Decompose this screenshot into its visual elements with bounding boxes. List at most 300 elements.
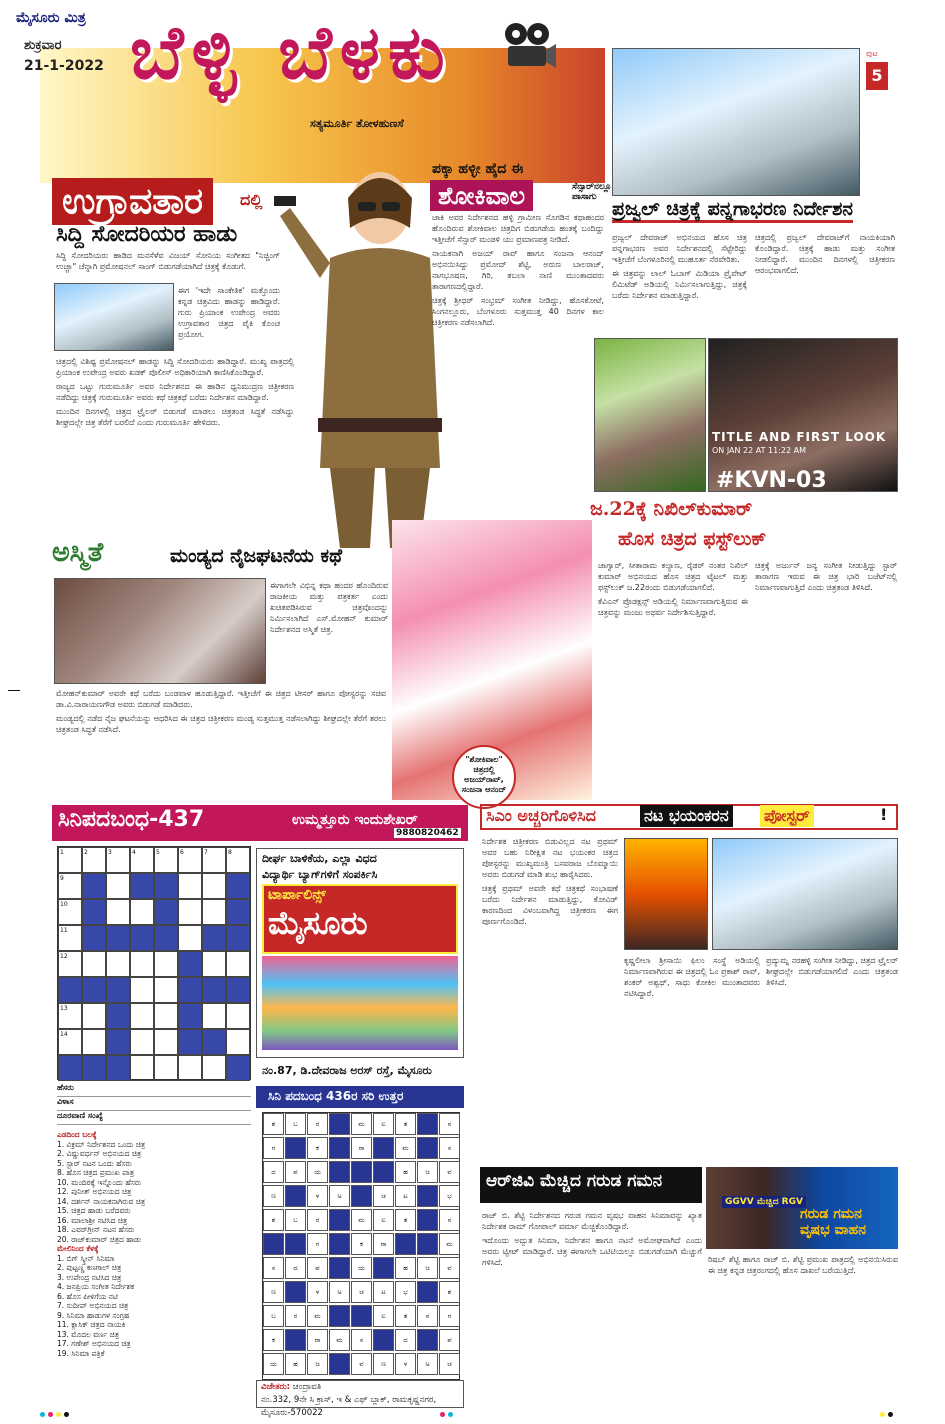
registration-dot (448, 1412, 453, 1417)
cm-headline-exclaim: ! (880, 805, 888, 824)
crossword-cell (202, 1003, 226, 1029)
answer-cell (417, 1113, 438, 1135)
crossword-cell (226, 899, 250, 925)
crossword-cell (202, 1055, 226, 1081)
answer-cell: ತ (395, 1305, 416, 1327)
crossword-cell: 10 (58, 899, 82, 925)
issue-day: ಶುಕ್ರವಾರ (24, 38, 62, 53)
prajwal-body-right (755, 232, 895, 332)
answer-cell: ಜ (307, 1353, 328, 1375)
ugra-headline-tail: ದಲ್ಲಿ (240, 190, 263, 209)
asmite-body-main (56, 688, 386, 796)
crossword-cell (130, 1003, 154, 1029)
answer-cell (417, 1329, 438, 1351)
crossword-cell (202, 977, 226, 1003)
ugra-body-lead (56, 250, 280, 284)
crossword-cell (226, 1029, 250, 1055)
crossword-cell (154, 1029, 178, 1055)
cm-body-left (482, 836, 618, 1162)
answer-cell (417, 1209, 438, 1231)
crossword-cell (154, 1003, 178, 1029)
crossword-cell (226, 977, 250, 1003)
answer-cell (351, 1185, 372, 1207)
crossword-cell (178, 1055, 202, 1081)
answer-cell: ಜ (417, 1161, 438, 1183)
ugra-subheadline: ಸಿದ್ದಿ ಸೋದರಿಯರ ಹಾಡು (56, 222, 238, 247)
crossword-cell (226, 1055, 250, 1081)
answer-cell (351, 1305, 372, 1327)
answer-cell: ಗ (263, 1137, 284, 1159)
crossword-cell (178, 925, 202, 951)
crossword-grid (57, 846, 251, 1080)
answer-cell: ಸ (439, 1137, 460, 1159)
answer-cell: ರ (285, 1305, 306, 1327)
kvn-poster-title: TITLE AND FIRST LOOK (712, 430, 887, 444)
answer-cell: ಯ (307, 1161, 328, 1183)
page-label: ಪುಟ (866, 49, 878, 58)
registration-dot (48, 1412, 53, 1417)
nikhil-group-photo (594, 338, 706, 492)
answer-cell: ಅ (417, 1353, 438, 1375)
crossword-cell (130, 977, 154, 1003)
answer-cell: ಗ (307, 1233, 328, 1255)
answer-cell: ಶ (263, 1113, 284, 1135)
clue: 1. ವಿಕ್ರಮ್ ನಿರ್ದೇಶನದ ಒಂದು ಚಿತ್ರ (57, 1139, 146, 1149)
siddi-sisters-photo (54, 283, 174, 351)
answer-cell (373, 1257, 394, 1279)
clue-heading: ಮೇಲಿನಿಂದ ಕೆಳಕ್ಕೆ (57, 1244, 99, 1253)
asmite-headline: ಅಸ್ಮಿತೆ (52, 537, 104, 568)
answer-cell: ರ (307, 1209, 328, 1231)
answer-cell: ದ (395, 1329, 416, 1351)
answer-cell (417, 1281, 438, 1303)
answer-cell (373, 1329, 394, 1351)
rgv-badge: GGVV ಮೆಚ್ಚಿದ RGV (722, 1196, 806, 1208)
crossword-cell (226, 951, 250, 977)
clue: 3. ಉಪೇಂದ್ರ ನಟಿಸಿದ ಚಿತ್ರ (57, 1272, 122, 1282)
answer-cell: ಶ (263, 1209, 284, 1231)
registration-dot (880, 1412, 885, 1417)
registration-dot (64, 1412, 69, 1417)
clue: 1. ಬಿಗ್ ಸ್ಕ್ರೀನ್ ಸಿನಿಮಾ (57, 1253, 115, 1263)
answer-cell: ಕ (351, 1233, 372, 1255)
ugra-body-side (178, 285, 280, 353)
answer-cell: ಮ (351, 1209, 372, 1231)
winner-name: ಚಂದ್ರಾವತಿ (292, 1382, 322, 1392)
cm-headline-a: ಸಿಎಂ ಅಚ್ಚರಿಗೊಳಿಸಿದ (486, 806, 596, 825)
winner-address: ನಂ.332, 9ನೇ ಸಿ ಕ್ರಾಸ್, ಇ & ಎಫ್ ಬ್ಲಾಕ್, ರಾಮಕೃಷ್ಣನಗರ, ಮೈಸೂರು-570022 (261, 1395, 437, 1418)
clue: 4. ಜನಪ್ರಿಯ ಸಂಗೀತ ನಿರ್ದೇಶಕ (57, 1282, 135, 1291)
crossword-cell (82, 951, 106, 977)
answer-cell: ಹ (395, 1161, 416, 1183)
clue: 20. ರಾಜ್‌ಕುಮಾರ್ ಚಿತ್ರದ ಹಾಡು (57, 1234, 142, 1244)
crossword-cell: 6 (178, 847, 202, 873)
ad-line-1: ದೀರ್ಘ ಬಾಳಿಕೆಯ, ಎಲ್ಲಾ ವಿಧದ (262, 852, 377, 865)
crossword-cell (106, 1029, 130, 1055)
crossword-cell (130, 873, 154, 899)
winner-box (256, 1380, 464, 1418)
answer-cell (373, 1161, 394, 1183)
nata-bhayankara-poster (624, 838, 708, 950)
answer-cell: ಳ (307, 1185, 328, 1207)
registration-dot (440, 1412, 445, 1417)
nikhil-paragraph: ಜಾಗ್ವಾರ್, ಸೀತಾರಾಮ ಕಲ್ಯಾಣ, ರೈಡರ್ ನಂತರ ನಿಖಿಲ್ ಕುಮಾರ್ ಅಭಿನಯದ ಹೊಸ ಚಿತ್ರದ ಟೈಟಲ್ ಮತ್ತು ಫಸ್ಟ್‌ಲುಕ್ ಜ.22ರಂದು ಬಿಡುಗಡೆಯಾಗಲಿದೆ. (598, 561, 748, 592)
answer-cell: ಕ (307, 1137, 328, 1159)
answer-cell (329, 1113, 350, 1135)
asmite-body-side (270, 580, 388, 684)
ugra-body-main (56, 356, 294, 526)
answer-cell: ಮ (329, 1329, 350, 1351)
clue: 6. ಹೊಸ ಪೀಳಿಗೆಯ ನಟಿ (57, 1291, 118, 1301)
film-projector-icon (500, 20, 556, 76)
ugra-paragraph: ಚಿತ್ರದಲ್ಲಿ ವಿಶಿಷ್ಟ ಪ್ರಮೋಷನಲ್ ಹಾಡನ್ನು ಸಿದ್ದಿ ಸೋದರಿಯರು ಹಾಡಿದ್ದಾರೆ. ಮುಖ್ಯ ಪಾತ್ರದಲ್ಲಿ ಪ್ರಿಯಾಂಕ ಉಪೇಂದ್ರ ಅವರು ಖಡಕ್ ಪೊಲೀಸ್ ಅಧಿಕಾರಿಯಾಗಿ ಕಾಣಿಸಿಕೊಂಡಿದ್ದಾರೆ. (56, 357, 294, 377)
cm-paragraph: ಕೃಷ್ಣಲೀಲಾ ಶ್ರೀಸಾಯಿ ಫಿಲಂ ಸಂಸ್ಥೆ ಅಡಿಯಲ್ಲಿ ನಿರ್ಮಾಣವಾಗಿರುವ ಈ ಚಿತ್ರದಲ್ಲಿ ಓಂ ಪ್ರಕಾಶ್ ರಾವ್, ಶಂಕರ್ ಅಶ್ವಥ್, ಸಾಧು ಕೋಕಿಲ ಮುಂತಾದವರು ನಟಿಸಿದ್ದಾರೆ. (624, 956, 760, 998)
answer-cell: ರಾ (307, 1329, 328, 1351)
clue: 5. ಸ್ಟಾರ್ ನಟನ ಒಂದು ಹೆಸರು (57, 1158, 132, 1168)
registration-dot (40, 1412, 45, 1417)
answer-cell (417, 1233, 438, 1255)
answer-cell: ಣ (373, 1353, 394, 1375)
crossword-cell: 9 (58, 873, 82, 899)
answer-cell (263, 1233, 284, 1255)
nikhil-headline-line1: ಜ.22ಕ್ಕೆ ನಿಖಿಲ್‌ಕುಮಾರ್ (590, 498, 753, 520)
asmite-headline-tail: ಮಂಡ್ಯದ ನೈಜಘಟನೆಯ ಕಥೆ (170, 545, 343, 567)
answer-cell: ದ (263, 1161, 284, 1183)
answer-cell: ಅ (329, 1185, 350, 1207)
ad-banner-top: ಟಾರ್ಪಾಲಿನ್ಸ್ (268, 887, 326, 903)
shoki-paragraph: ಚಿತ್ರಕ್ಕೆ ಶ್ರೀಧರ್ ಸಂಭ್ರಮ್ ಸಂಗೀತ ನೀಡಿದ್ದು, ಹೊಸಕೋಟೆ, ಸಿಂಗನಲ್ಲೂರು, ಬೆಂಗಳೂರು ಸುತ್ತಮುತ್ತ 40 ದಿನಗಳ ಕಾಲ ಚಿತ್ರೀಕರಣ ನಡೆಸಲಾಗಿದೆ. (432, 296, 604, 327)
crossword-cell (178, 1029, 202, 1055)
shoki-headline: ಶೋಕಿವಾಲ (430, 180, 533, 211)
crossword-cell: 2 (82, 847, 106, 873)
clue: 13. ಮೊದಲ ವರ್ಣ ಚಿತ್ರ (57, 1329, 120, 1339)
crossword-cell (58, 977, 82, 1003)
asmite-paragraph: ಮೋಹನ್‌ಕುಮಾರ್ ಅವರೇ ಕಥೆ ಬರೆದು ಬಂಡವಾಳ ಹೂಡುತ್ತಿದ್ದಾರೆ. ಇತ್ತೀಚೆಗೆ ಈ ಚಿತ್ರದ ಟೀಸರ್ ಹಾಗೂ ಪೋಸ್ಟರನ್ನು ಸಚಿವ ಡಾ.ವಿ.ನಾರಾಯಣಗೌಡ ಅವರು ಬಿಡುಗಡೆ ಮಾಡಿದರು. (56, 689, 386, 709)
crossword-cell (226, 925, 250, 951)
ugra-paragraph: ರಾಜ್ಯದ ಒಟ್ಟು ಗುರುಮೂರ್ತಿ ಅವರ ನಿರ್ದೇಶನದ ಈ ಹಾಡಿನ ಧ್ವನಿಮುದ್ರಣ ಚಿತ್ರೀಕರಣ ನಡೆದಿದ್ದು ಚಿತ್ರಕ್ಕೆ ಗುರುಮೂರ್ತಿ ಅವರು ಕಥೆ ಚಿತ್ರಕಥೆ ಬರೆದು ನಿರ್ದೇಶನ ಮಾಡಿದ್ದಾರೆ. (56, 382, 294, 402)
clue: 8. ಹೊಸ ಚಿತ್ರದ ಪ್ರಮುಖ ಪಾತ್ರ (57, 1168, 134, 1177)
crossword-cell (106, 925, 130, 951)
garuda-headline: ಆರ್‌ಜಿವಿ ಮೆಚ್ಚಿದ ಗರುಡ ಗಮನ (486, 1171, 663, 1191)
nikhil-body-right (755, 560, 897, 792)
clue: 9. ಸಿನಿಮಾ ಹಾಡುಗಳ ಸಂಗ್ರಹ (57, 1310, 130, 1320)
answer-cell: ಪ (307, 1257, 328, 1279)
nikhil-headline-line2: ಹೊಸ ಚಿತ್ರದ ಫಸ್ಟ್‌ಲುಕ್ (618, 528, 767, 550)
answer-cell: ಯ (351, 1257, 372, 1279)
answer-cell: ವ (351, 1353, 372, 1375)
clue: 19. ಸಿನಿಮಾ ಪತ್ರಿಕೆ (57, 1348, 105, 1358)
answer-cell (329, 1233, 350, 1255)
clue: 15. ಚಿತ್ರದ ಹಾಡು ಬರೆದವರು (57, 1206, 131, 1215)
garuda-paragraph: ರಾಜ್ ಬಿ. ಶೆಟ್ಟಿ ನಿರ್ದೇಶನದ ಗರುಡ ಗಮನ ವೃಷಭ ವಾಹನ ಸಿನಿಮಾವನ್ನು ಖ್ಯಾತ ನಿರ್ದೇಶಕ ರಾಮ್ ಗೋಪಾಲ್ ವರ್ಮಾ ಮೆಚ್ಚಿಕೊಂಡಿದ್ದಾರೆ. (482, 1211, 702, 1231)
answer-cell: ಪ (439, 1329, 460, 1351)
crossword-clues (57, 1130, 251, 1400)
crossword-cell (130, 1055, 154, 1081)
ad-line-2: ವಿದ್ಯಾರ್ಥಿ ಬ್ಯಾಗ್‌ಗಳಿಗೆ ಸಂಪರ್ಕಿಸಿ (262, 868, 378, 881)
answer-cell: ಳ (307, 1281, 328, 1303)
answer-cell: ಹ (285, 1353, 306, 1375)
crossword-cell (202, 951, 226, 977)
prajwal-paragraph: ಪ್ರಜ್ವಲ್ ದೇವರಾಜ್ ಅಭಿನಯದ ಹೊಸ ಚಿತ್ರ ಪನ್ನಗಾಭರಣ ಅವರ ನಿರ್ದೇಶನದಲ್ಲಿ ಸೆಟ್ಟೇರಿದ್ದು ಇತ್ತೀಚೆಗೆ ಬೆಂಗಳೂರಿನಲ್ಲಿ ಮುಹೂರ್ತ ನೆರವೇರಿತು. (612, 233, 747, 264)
winner-label: ವಿಜೇತರು: (261, 1382, 291, 1392)
crossword-cell (154, 951, 178, 977)
section-title: ಬೆಳ್ಳಿ ಬೆಳಕು (130, 10, 453, 96)
crossword-cell (58, 1055, 82, 1081)
answer-cell: ತ (395, 1113, 416, 1135)
crossword-cell (178, 951, 202, 977)
issue-date: 21-1-2022 (24, 58, 104, 74)
answer-cell: ಮ (307, 1305, 328, 1327)
clue: 17. ಗಣೇಶ್ ಅಭಿನಯದ ಚಿತ್ರ (57, 1339, 131, 1348)
answer-cell: ವ (439, 1257, 460, 1279)
crossword-cell: 7 (202, 847, 226, 873)
crossword-cell (82, 1003, 106, 1029)
crossword-cell (154, 873, 178, 899)
crossword-cell (202, 925, 226, 951)
clue: 2. ವಿಷ್ಣುವರ್ಧನ್ ಅಭಿನಯದ ಚಿತ್ರ (57, 1149, 142, 1158)
answer-cell (373, 1137, 394, 1159)
crossword-cell: 12 (58, 951, 82, 977)
ugra-headline: ಉಗ್ರಾವತಾರ (52, 178, 213, 225)
shoki-kicker: ಪಕ್ಕಾ ಹಳ್ಳೀ ಹೈದ ಈ (432, 161, 524, 177)
cm-headline-b: ನಟ ಭಯಂಕರನ (640, 805, 733, 827)
answer-cell (417, 1137, 438, 1159)
answer-cell (329, 1353, 350, 1375)
crossword-cell (82, 1029, 106, 1055)
prajwal-paragraph: ಚಿತ್ರದಲ್ಲಿ ಪ್ರಜ್ವಲ್ ದೇವರಾಜ್‌ಗೆ ನಾಯಕಿಯಾಗಿ ಕೊಂಡಿದ್ದಾರೆ. ಚಿತ್ರಕ್ಕೆ ಹಾಡು ಮತ್ತು ಸಂಗೀತ ನೀಡಲಿದ್ದಾರೆ. ಮುಂದಿನ ದಿನಗಳಲ್ಲಿ ಚಿತ್ರೀಕರಣ ಆರಂಭವಾಗಲಿದೆ. (755, 233, 895, 275)
cm-paragraph: ಚಿತ್ರಕ್ಕೆ ಪ್ರಥಮ್ ಅವರೇ ಕಥೆ ಚಿತ್ರಕಥೆ ಸಂಭಾಷಣೆ ಬರೆದು ನಿರ್ದೇಶನ ಮಾಡುತ್ತಿದ್ದು, ಕೋವಿಡ್ ಕಾರಣದಿಂದ ವಿಳಂಬವಾಗಿದ್ದ ಚಿತ್ರೀಕರಣ ಈಗ ಪೂರ್ಣಗೊಂಡಿದೆ. (482, 884, 618, 926)
answer-cell (417, 1185, 438, 1207)
crossword-cell: 8 (226, 847, 250, 873)
entry-form (57, 1083, 251, 1125)
ad-banner-main: ಮೈಸೂರು (268, 904, 368, 942)
answer-cell: ಬ (285, 1113, 306, 1135)
crossword-cell (82, 1055, 106, 1081)
crossword-cell: 5 (154, 847, 178, 873)
ad-address: ನಂ.87, ಡಿ.ದೇವರಾಜ ಅರಸ್ ರಸ್ತೆ, ಮೈಸೂರು (262, 1064, 432, 1077)
address-field: ವಿಳಾಸ (57, 1097, 251, 1111)
crossword-cell (82, 925, 106, 951)
crossword-cell (106, 951, 130, 977)
crossword-cell: 11 (58, 925, 82, 951)
crossword-cell: 3 (106, 847, 130, 873)
answer-cell: ಮ (395, 1137, 416, 1159)
answer-cell: ಚ (439, 1353, 460, 1375)
prajwal-body-left (612, 232, 747, 332)
crossword-cell (154, 925, 178, 951)
clue: 12. ಪುನೀತ್ ಅಭಿನಯದ ಚಿತ್ರ (57, 1187, 132, 1196)
answer-cell: ರಾ (373, 1233, 394, 1255)
shoki-headline-tail: ಸೆನ್ಸಾರ್‌ನಲ್ಲೂ ಪಾಸಾಗು (572, 182, 612, 202)
kvn-poster-date: ON JAN 22 AT 11:22 AM (712, 446, 807, 455)
answer-cell (395, 1233, 416, 1255)
answer-cell: ಹ (395, 1257, 416, 1279)
answer-cell: ಜ (417, 1257, 438, 1279)
answer-cell: ಳ (395, 1353, 416, 1375)
answer-cell (285, 1233, 306, 1255)
answer-cell: ದ (285, 1257, 306, 1279)
nikhil-paragraph: ಚಿತ್ರಕ್ಕೆ ಅರ್ಜುನ್ ಜನ್ಯ ಸಂಗೀತ ನೀಡುತ್ತಿದ್ದು ಸ್ಟಾರ್ ತಾರಾಗಣ ಇರುವ ಈ ಚಿತ್ರ ಭಾರಿ ಬಜೆಟ್‌ನಲ್ಲಿ ನಿರ್ಮಾಣವಾಗುತ್ತಿದೆ ಎಂದು ಚಿತ್ರತಂಡ ತಿಳಿಸಿದೆ. (755, 561, 897, 592)
answer-cell: ಲ (373, 1305, 394, 1327)
ugra-paragraph: ಮುಂದಿನ ದಿನಗಳಲ್ಲಿ ಚಿತ್ರದ ಟ್ರೈಲರ್ ಬಿಡುಗಡೆ ಮಾಡಲು ಚಿತ್ರತಂಡ ಸಿದ್ಧತೆ ನಡೆಸಿದ್ದು ಶೀಘ್ರದಲ್ಲೇ ಚಿತ್ರ ತೆರೆಗೆ ಬರಲಿದೆ ಎಂದು ಗುರುಮೂರ್ತಿ ಹೇಳಿದರು. (56, 407, 294, 427)
answer-cell: ಬ (263, 1305, 284, 1327)
crossword-cell (154, 1055, 178, 1081)
nikhil-body-left (598, 560, 748, 792)
registration-dot (56, 1412, 61, 1417)
crossword-cell (106, 899, 130, 925)
answer-cell: ಯ (263, 1353, 284, 1375)
cm-release-photo (712, 838, 898, 950)
answer-cell: ಭ (439, 1185, 460, 1207)
crossword-cell (178, 1003, 202, 1029)
crossword-cell: 13 (58, 1003, 82, 1029)
clue: 2. ಪುಟ್ಟಣ್ಣ ಕಣಗಾಲ್ ಚಿತ್ರ (57, 1263, 122, 1272)
answer-cell (329, 1209, 350, 1231)
answer-cell: ಮ (439, 1233, 460, 1255)
answer-cell: ಕ (263, 1329, 284, 1351)
clue: 16. ಮಾಲಾಶ್ರೀ ನಟಿಸಿದ ಚಿತ್ರ (57, 1215, 128, 1225)
crossword-cell (226, 1003, 250, 1029)
cm-body-right (766, 955, 898, 1161)
asmite-paragraph: ಮಂಡ್ಯದಲ್ಲಿ ನಡೆದ ನೈಜ ಘಟನೆಯನ್ನು ಆಧರಿಸಿದ ಈ ಚಿತ್ರದ ಚಿತ್ರೀಕರಣ ಮಂಡ್ಯ ಸುತ್ತಮುತ್ತ ನಡೆಸಲಾಗಿದ್ದು ಶೀಘ್ರದಲ್ಲೇ ತೆರೆಗೆ ತರಲು ಚಿತ್ರತಂಡ ಸಿದ್ಧತೆ ನಡೆಸಿದೆ. (56, 714, 386, 734)
crossword-cell (130, 925, 154, 951)
crossword-cell: 4 (130, 847, 154, 873)
crossword-cell (82, 873, 106, 899)
crossword-cell (178, 899, 202, 925)
crossword-cell (154, 977, 178, 1003)
answer-cell: ಅ (329, 1281, 350, 1303)
prajwal-paragraph: ಈ ಚಿತ್ರವನ್ನು ಲಾಲ್ ಓಬಾಗ್ ಮಿಡಿಯಾ ಪ್ರೈವೇಟ್ ಲಿಮಿಟೆಡ್ ಅಡಿಯಲ್ಲಿ ನಿರ್ಮಿಸಲಾಗುತ್ತಿದ್ದು, ಚಿತ್ರಕ್ಕೆ ಬರೆದು ನಿರ್ದೇಶನ ಮಾಡುತ್ತಿದ್ದಾರೆ. (612, 269, 747, 300)
shoki-caption: "ಶೋಕಿವಾಲ" ಚಿತ್ರದಲ್ಲಿ ಅಜಯ್‌ರಾವ್, ಸಂಜನಾ ಆನಂದ್ (452, 745, 516, 809)
answer-cell: ಲ (373, 1113, 394, 1135)
cm-headline-c: ಪೋಸ್ಟರ್ (760, 805, 814, 827)
clue: 10. ಮಂದಿರಕ್ಕೆ ಇನ್ನೊಂದು ಹೆಸರು (57, 1177, 142, 1187)
answer-cell: ಣ (263, 1185, 284, 1207)
answer-cell: ರ (307, 1113, 328, 1135)
cm-paragraph: ಪ್ರದ್ಯುಮ್ನ ನರಹಳ್ಳಿ ಸಂಗೀತ ನೀಡಿದ್ದು, ಚಿತ್ರದ ಟ್ರೈಲರ್ ಶೀಘ್ರದಲ್ಲೇ ಬಿಡುಗಡೆಯಾಗಲಿದೆ ಎಂದು ಚಿತ್ರತಂಡ ತಿಳಿಸಿದೆ. (766, 956, 898, 987)
answer-cell: ರಾ (351, 1137, 372, 1159)
crossword-cell (154, 899, 178, 925)
answer-cell: ಣ (263, 1281, 284, 1303)
answer-cell (351, 1161, 372, 1183)
prajwal-group-photo (612, 48, 860, 196)
crossword-cell (82, 977, 106, 1003)
crossword-cell (226, 873, 250, 899)
shoki-paragraph: ಜಾಕಿ ಅವರ ನಿರ್ದೇಶನದ ಹಳ್ಳಿ ಗ್ರಾಮೀಣ ಸೊಗಡಿನ ಕಥಾಹಂದರ ಹೊಂದಿರುವ ಶೋಕಿವಾಲ ಚಿತ್ರದಿಗ ಬಿಡುಗಡೆಯ ಹಂತಕ್ಕೆ ಬಂದಿದ್ದು ಇತ್ತೀಚೆಗೆ ಸೆನ್ಸಾರ್ ಮಂಡಳಿ ಯು ಪ್ರಮಾಣಪತ್ರ ನೀಡಿದೆ. (432, 213, 604, 244)
answer-cell: ಗ (439, 1305, 460, 1327)
clue-heading: ಎಡದಿಂದ ಬಲಕ್ಕೆ (57, 1130, 97, 1139)
crossword-cell: 14 (58, 1029, 82, 1055)
shoki-paragraph: ನಾಯಕನಾಗಿ ಅಜಯ್ ರಾವ್ ಹಾಗೂ ಸಂಜನಾ ಆನಂದ್ ಅಭಿನಯಿಸಿದ್ದು ಪ್ರಮೋದ್ ಶೆಟ್ಟಿ, ಅರುಣ ಬಾಲರಾಜ್, ನಾಗಭೂಷಣ, ಗಿರಿ, ತಬಲಾ ನಾಣಿ ಮುಂತಾದವರು ತಾರಾಗಣದಲ್ಲಿದ್ದಾರೆ. (432, 249, 604, 291)
crossword-phone: 9880820462 (396, 828, 459, 838)
crossword-title: ಸಿನಿಪದಬಂಧ-437 (58, 807, 205, 832)
shoki-body (432, 212, 604, 372)
kvn-poster-code: #KVN-03 (716, 468, 827, 493)
answer-cell (285, 1329, 306, 1351)
crossword-cell (82, 899, 106, 925)
ugra-paragraph: ಈಗ 'ಇದೇ ಸಾಂಕೇತಿಕ' ಮತ್ತೊಂದು ಕನ್ನಡ ಚಿತ್ರವಿದು ಹಾಡನ್ನು ಹಾಡಿದ್ದಾರೆ. ಗುರು ಪ್ರಿಯಾಂಕ ಉಪೇಂದ್ರ ಅವರು ಉಗ್ರಾವತಾರ ಚಿತ್ರದ ಪೈಕಿ ಕೊಂಚ ಪ್ರಯೋಗ. (178, 286, 280, 339)
answer-cell: ಶ (439, 1281, 460, 1303)
section-editor: ಸತ್ಯಮೂರ್ತಿ ತೋಳಹುಣಸೆ (310, 117, 404, 130)
clue: 11. ಕ್ಲಾಸಿಕ್ ಚಿತ್ರದ ನಾಯಕಿ (57, 1320, 126, 1329)
answer-cell: ನ (417, 1305, 438, 1327)
answer-cell: ಚ (351, 1281, 372, 1303)
crossword-cell (178, 977, 202, 1003)
answer-cell (329, 1257, 350, 1279)
answer-cell: ಟ (395, 1185, 416, 1207)
garuda-body-right (708, 1254, 898, 1406)
clue: 18. ಎವರ್‌ಗ್ರೀನ್ ನಟನ ಹೆಸರು (57, 1225, 135, 1234)
cm-paragraph: ನಿರ್ದೇಶಕ ಚಿತ್ರೀಕರಣ ಬಿಡುವಿಲ್ಲದ ನಟ ಪ್ರಥಮ್ ಅವರ ಬಹು ನಿರೀಕ್ಷಿತ ನಟ ಭಯಂಕರ ಚಿತ್ರದ ಪೋಸ್ಟರನ್ನು ಮುಖ್ಯಮಂತ್ರಿ ಬಸವರಾಜ ಬೊಮ್ಮಾಯಿ ಅವರು ಬಿಡುಗಡೆ ಮಾಡಿ ಶುಭ ಹಾರೈಸಿದರು. (482, 837, 618, 879)
answer-cell: ಭ (395, 1281, 416, 1303)
crossword-author: ಉಮ್ಮತ್ತೂರು ಇಂದುಶೇಖರ್ (292, 812, 418, 828)
crossword-cell (130, 899, 154, 925)
answer-cell: ನ (439, 1113, 460, 1135)
fold-mark (8, 690, 20, 691)
answer-cell: ಲ (373, 1209, 394, 1231)
crossword-cell (106, 873, 130, 899)
nikhil-paragraph: ಕೆವಿಎನ್ ಪ್ರೊಡಕ್ಷನ್ಸ್ ಅಡಿಯಲ್ಲಿ ನಿರ್ಮಾಣವಾಗುತ್ತಿರುವ ಈ ಚಿತ್ರವನ್ನು ಮಂಜು ಅಥರ್ವ ನಿರ್ದೇಶಿಸುತ್ತಿದ್ದಾರೆ. (598, 597, 748, 617)
crossword-cell (130, 951, 154, 977)
crossword-cell (106, 977, 130, 1003)
answer-cell (329, 1137, 350, 1159)
answer-cell: ಸ (351, 1329, 372, 1351)
clue: 14. ದರ್ಶನ್ ನಾಯಕನಾಗಿರುವ ಚಿತ್ರ (57, 1196, 146, 1206)
answer-cell: ಬ (285, 1209, 306, 1231)
crossword-cell (202, 1029, 226, 1055)
crossword-cell (202, 899, 226, 925)
cm-body-mid (624, 955, 760, 1161)
crossword-cell (130, 1029, 154, 1055)
answer-cell: ಪ (285, 1161, 306, 1183)
page-number: 5 (866, 62, 888, 90)
clue: 7. ಸುದೀಪ್ ಅಭಿನಯದ ಚಿತ್ರ (57, 1301, 129, 1310)
answer-cell (285, 1137, 306, 1159)
ad-shop-photo (262, 956, 458, 1050)
answer-cell (329, 1161, 350, 1183)
crossword-cell (106, 1003, 130, 1029)
answer-cell (285, 1185, 306, 1207)
answer-grid (262, 1112, 460, 1380)
answer-cell: ಮ (351, 1113, 372, 1135)
answer-cell: ತ (395, 1209, 416, 1231)
registration-dot (888, 1412, 893, 1417)
brand-name: ಮೈಸೂರು ಮಿತ್ರ (10, 8, 92, 28)
garuda-body-left (482, 1210, 702, 1406)
name-field: ಹೆಸರು (57, 1083, 251, 1097)
ugra-paragraph: ಸಿದ್ದಿ ಸೋದರಿಯರು ಹಾಡಿದ ಮನಸೆಳೆವ ವಿಜಯ್ ಸೋನಿಯ ಸಂಗೀತದ "ನಿಚ್ಚಿಂಗ್ ಉಚ್ಚಾ" ಚೆನ್ನಾಗಿ ಪ್ರಮೋಷನಲ್ ಸಾಂಗ್ ಬಿಡುಗಡೆಯಾಗಿದೆ ಚಿತ್ರಕ್ಕೆ ಕೊಡುಗೆ. (56, 251, 280, 271)
garuda-paragraph: ರಿಷಬ್ ಶೆಟ್ಟಿ ಹಾಗೂ ರಾಜ್ ಬಿ. ಶೆಟ್ಟಿ ಪ್ರಮುಖ ಪಾತ್ರದಲ್ಲಿ ಅಭಿನಯಿಸಿರುವ ಈ ಚಿತ್ರ ಕನ್ನಡ ಚಿತ್ರರಂಗದಲ್ಲಿ ಹೊಸ ದಾಖಲೆ ಬರೆಯುತ್ತಿದೆ. (708, 1255, 898, 1275)
answer-title: ಸಿನಿ ಪದಬಂಧ 436ರ ಸರಿ ಉತ್ತರ (268, 1089, 404, 1103)
answer-cell: ನ (439, 1209, 460, 1231)
answer-cell: ವ (439, 1161, 460, 1183)
garuda-paragraph: ಇದೊಂದು ಅದ್ಭುತ ಸಿನಿಮಾ, ನಿರ್ದೇಶನ ಹಾಗೂ ನಟನೆ ಅಮೋಘವಾಗಿದೆ ಎಂದು ಅವರು ಟ್ವೀಟ್ ಮಾಡಿದ್ದಾರೆ. ಚಿತ್ರ ಈಗಾಗಲೇ ಒಟಿಟಿಯಲ್ಲೂ ಬಿಡುಗಡೆಯಾಗಿ ಮೆಚ್ಚುಗೆ ಗಳಿಸಿದೆ. (482, 1236, 702, 1267)
asmite-poster-photo (54, 578, 266, 684)
answer-cell: ಸ (263, 1257, 284, 1279)
crossword-cell (202, 873, 226, 899)
answer-cell: ಟ (373, 1281, 394, 1303)
phone-field: ದೂರವಾಣಿ ಸಂಖ್ಯೆ (57, 1111, 251, 1125)
answer-cell (329, 1305, 350, 1327)
crossword-cell: 1 (58, 847, 82, 873)
answer-cell (285, 1281, 306, 1303)
garuda-poster-title: ಗರುಡ ಗಮನ ವೃಷಭ ವಾಹನ (800, 1206, 866, 1238)
answer-cell: ಚ (373, 1185, 394, 1207)
prajwal-headline: ಪ್ರಜ್ವಲ್ ಚಿತ್ರಕ್ಕೆ ಪನ್ನಗಾಭರಣ ನಿರ್ದೇಶನ (612, 198, 853, 223)
crossword-cell (178, 873, 202, 899)
asmite-paragraph: ಈಗಾಗಲೇ ವಿಭಿನ್ನ ಕಥಾ ಹಂದರ ಹೊಂದಿರುವ ರಾಜಕೀಯ ಮತ್ತು ಪತ್ರಕರ್ತ ಎಂದು ಖಚಿತಪಡಿಸಿರುವ ಚಿತ್ರವೊಂದನ್ನು ನಿರ್ಮಿಸಲಾಗಿದೆ ಎಸ್.ಮೋಹನ್ ಕುಮಾರ್ ನಿರ್ದೇಶನದ ಅಸ್ಮಿತೆ ಚಿತ್ರ. (270, 581, 388, 634)
crossword-cell (106, 1055, 130, 1081)
